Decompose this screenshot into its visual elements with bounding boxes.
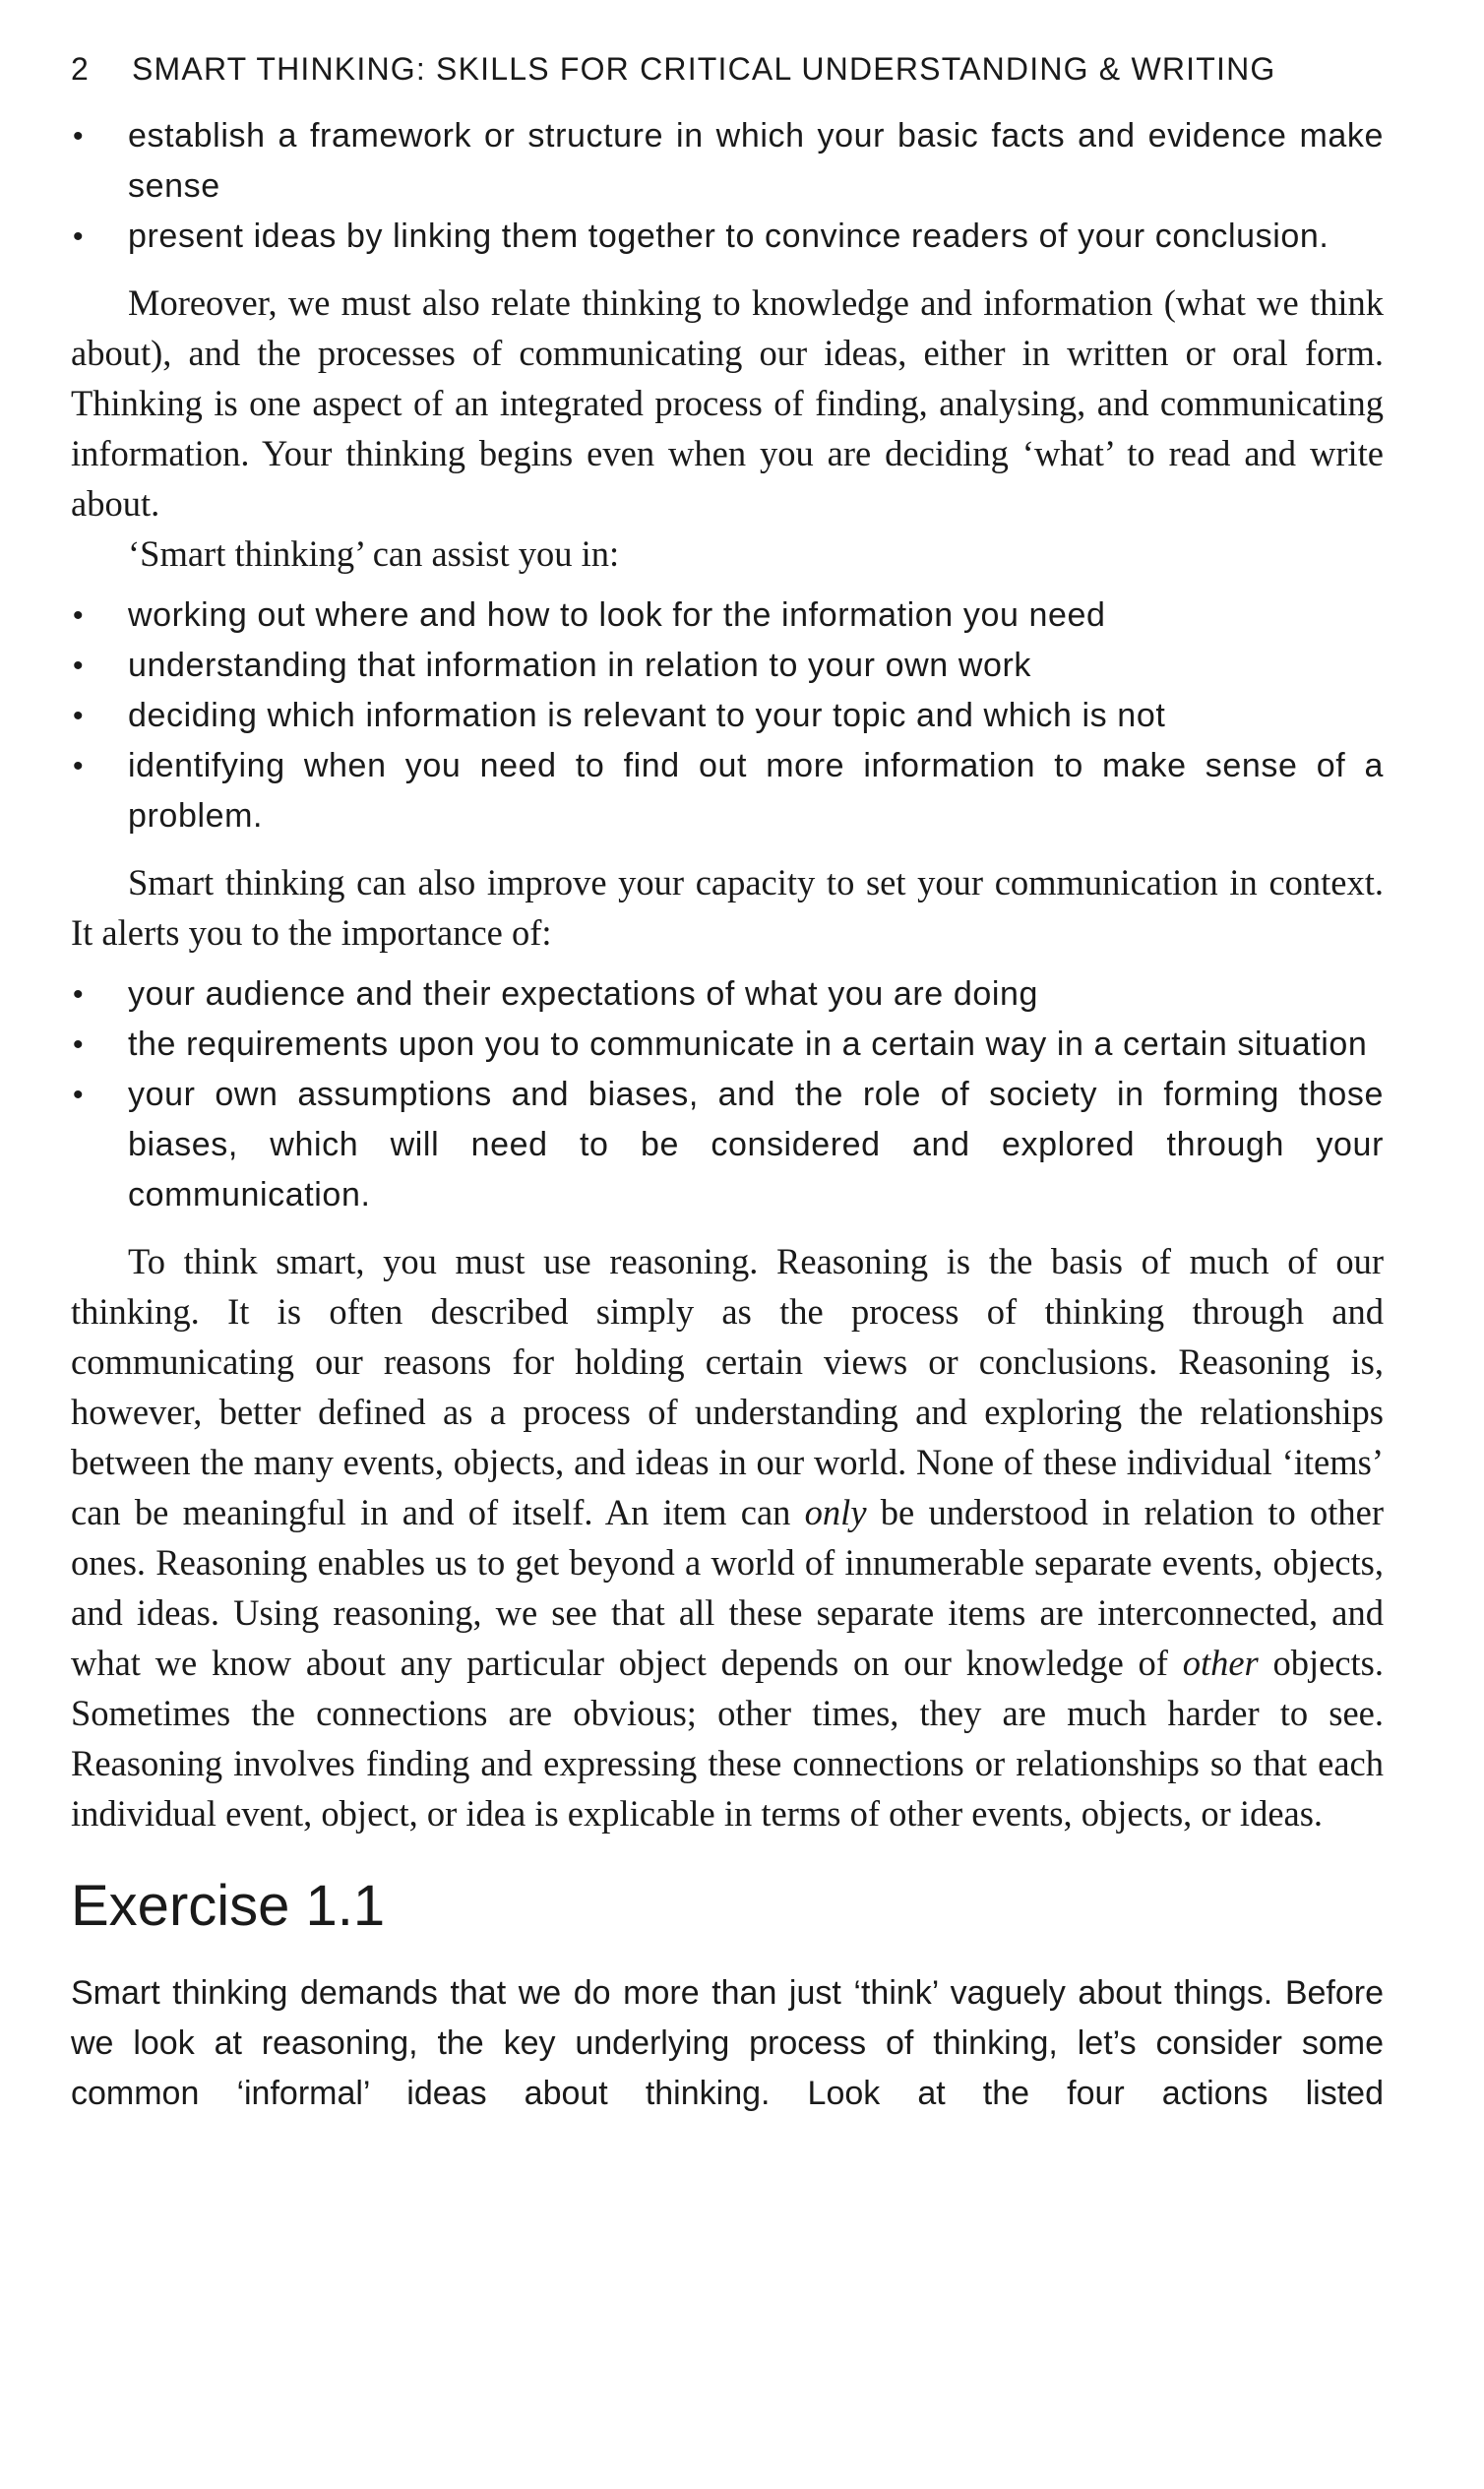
list-item: • your own assumptions and biases, and the role of society in forming those biases, which will need to be considered and explored through your communication. [71,1070,1384,1220]
emphasis-other: other [1182,1643,1259,1683]
list-item: • present ideas by linking them together to convince readers of your conclusion. [71,212,1384,262]
bullet-icon: • [73,650,85,682]
paragraph-moreover: Moreover, we must also relate thinking to knowledge and information (what we think about), and the processes of communicating our ideas, either in written or oral form. Thinking is one aspect of an integrated process of finding, analysing, and communicating information. Your thinking begins even when you are deciding ‘what’ to read and write about. [71,282,1384,524]
bullet-list-assist [71,591,1384,841]
book-page [71,39,1384,2119]
page-number: 2 [71,51,90,87]
list-item: • establish a framework or structure in which your basic facts and evidence make sense [71,111,1384,212]
running-header [71,39,1384,98]
exercise-intro: Smart thinking demands that we do more than just ‘think’ vaguely about things. Before we look at reasoning, the key underlying process of thinking, let’s consider some common ‘informal’ ideas about thinking. Look at the four actions listed [71,1974,1384,2112]
list-item: • the requirements upon you to communicate in a certain way in a certain situation [71,1020,1384,1070]
paragraph-smart-thinking-assist: ‘Smart thinking’ can assist you in: [128,533,620,574]
list-item: • working out where and how to look for the information you need [71,591,1384,641]
list-item: • identifying when you need to find out more information to make sense of a problem. [71,741,1384,841]
bullet-icon: • [73,220,85,253]
bullet-icon: • [73,1028,85,1061]
list-item: • your audience and their expectations of what you are doing [71,969,1384,1020]
bullet-list-importance [71,969,1384,1220]
paragraph-context: Smart thinking can also improve your capacity to set your communication in context. It alerts you to the importance of: [71,862,1384,953]
exercise-heading: Exercise 1.1 [71,1874,386,1938]
bullet-icon: • [73,120,85,153]
bullet-icon: • [73,978,85,1011]
bullet-icon: • [73,1079,85,1111]
list-item: • deciding which information is relevant to your topic and which is not [71,691,1384,741]
list-item: • understanding that information in relation to your own work [71,641,1384,691]
bullet-icon: • [73,700,85,732]
bullet-icon: • [73,599,85,632]
bullet-list-framework [71,111,1384,262]
bullet-icon: • [73,750,85,782]
paragraph-reasoning: To think smart, you must use reasoning. Reasoning is the basis of much of our thinking. It is often described simply as the process of thinking through and communicating our reasons for holding certain views or conclusions. Reasoning is, however, better defined as a process of understanding and exploring the relationships between the many events, objects, and ideas in our world. None of these individual ‘items’ can be meaningful in and of itself. An item can only be understood in relation to other ones. Reasoning enables us to get beyond a world of innumerable separate events, objects, and ideas. Using reasoning, we see that all these separate items are interconnected, and what we know about any particular object depends on our knowledge of other objects. Sometimes the connections are obvious; other times, they are much harder to see. Reasoning involves finding and expressing these connections or relationships so that each individual event, object, or idea is explicable in terms of other events, objects, or ideas. [71,1241,1384,1834]
running-title: SMART THINKING: SKILLS FOR CRITICAL UNDERSTANDING & WRITING [132,51,1276,87]
emphasis-only: only [804,1492,867,1532]
